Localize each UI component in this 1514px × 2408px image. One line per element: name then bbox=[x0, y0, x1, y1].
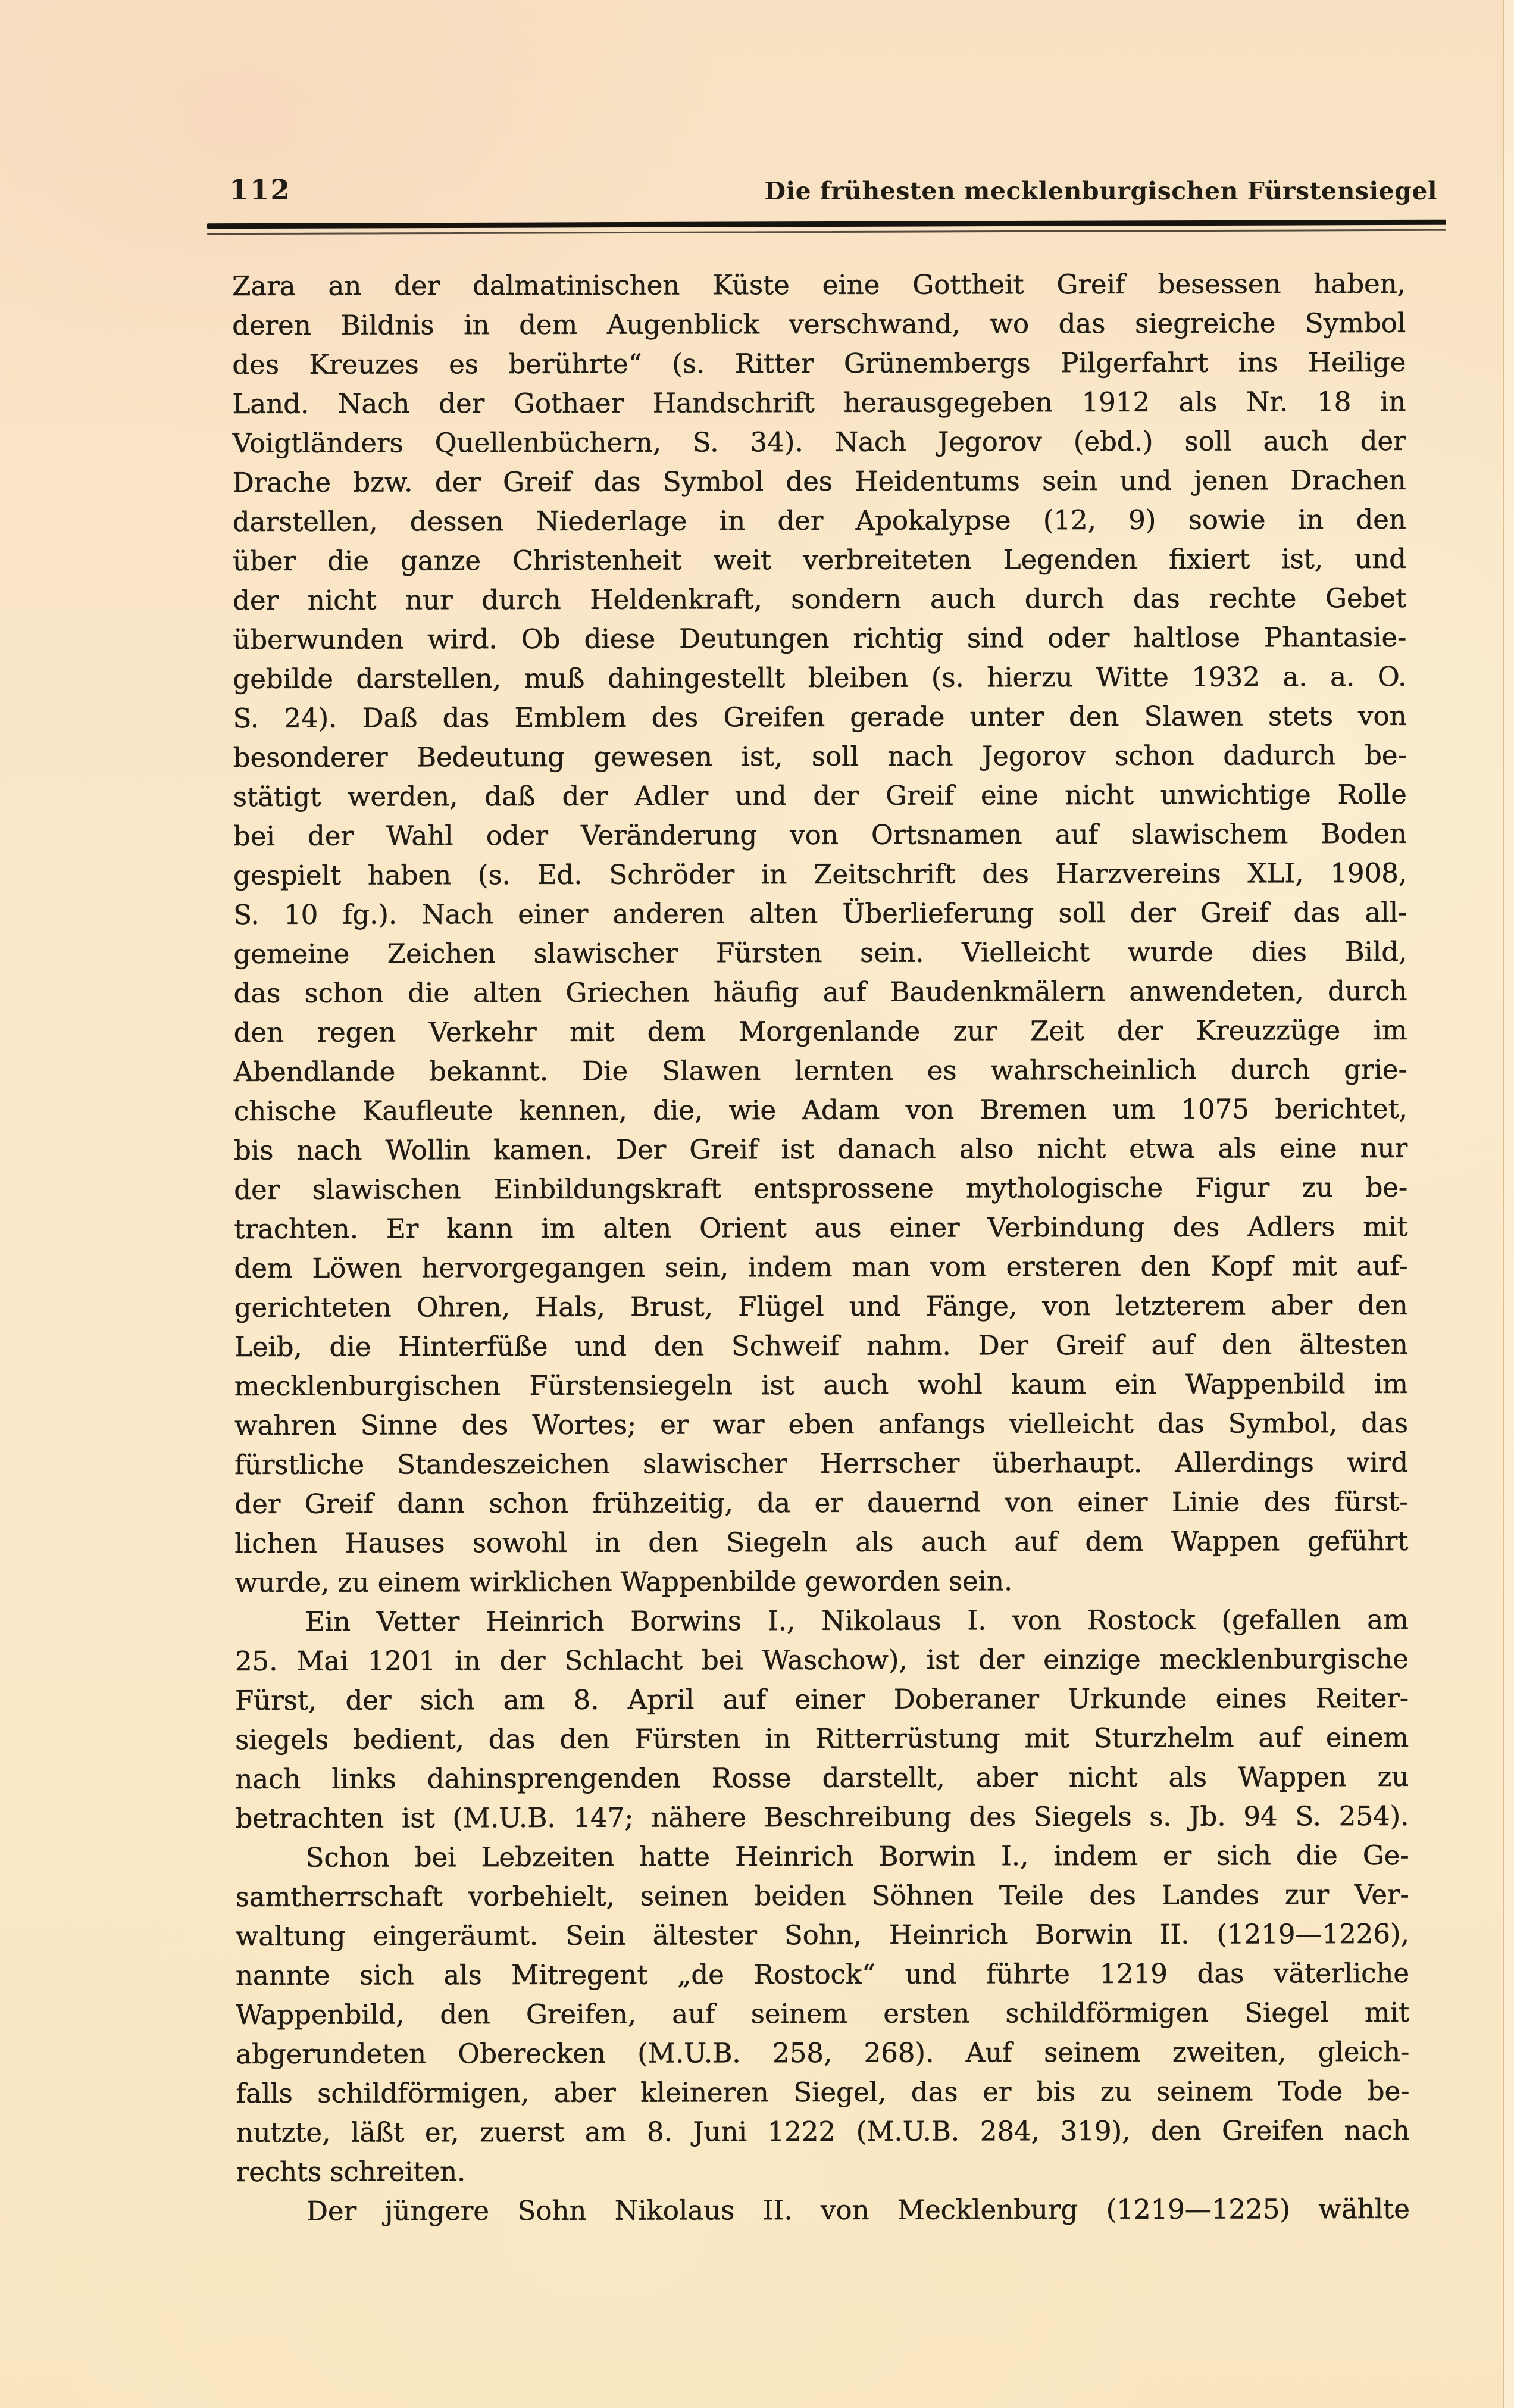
text-line: wurde, zu einem wirklichen Wappenbilde geworden sein. bbox=[234, 1565, 1013, 1598]
text-line: nach links dahinsprengenden Rosse darstellt, aber nicht als Wappen zu bbox=[235, 1760, 1409, 1795]
text-line: darstellen, dessen Niederlage in der Apokalypse (12, 9) sowie in den bbox=[232, 503, 1406, 538]
text-line: mecklenburgischen Fürstensiegeln ist auch wohl kaum ein Wappenbild im bbox=[234, 1367, 1408, 1402]
page-edge-strip bbox=[1504, 0, 1514, 2408]
text-line: Schon bei Lebzeiten hatte Heinrich Borwin I., indem er sich die Ge- bbox=[305, 1839, 1409, 1873]
text-line: abgerundeten Oberecken (M.U.B. 258, 268). Auf seinem zweiten, gleich- bbox=[236, 2035, 1410, 2070]
text-line: der slawischen Einbildungskraft entsprossene mythologische Figur zu be- bbox=[234, 1171, 1408, 1205]
text-block bbox=[232, 264, 1410, 2231]
text-line: Ein Vetter Heinrich Borwins I., Nikolaus I. von Rostock (gefallen am bbox=[305, 1603, 1409, 1638]
text-line: Voigtländers Quellenbüchern, S. 34). Nach Jegorov (ebd.) soll auch der bbox=[232, 424, 1406, 459]
text-line: Fürst, der sich am 8. April auf einer Doberaner Urkunde eines Reiter- bbox=[234, 1682, 1409, 1716]
text-line: gespielt haben (s. Ed. Schröder in Zeitschrift des Harzvereins XLI, 1908, bbox=[233, 857, 1407, 891]
text-line: gebilde darstellen, muß dahingestellt bleiben (s. hierzu Witte 1932 a. a. O. bbox=[233, 660, 1407, 695]
page-number: 112 bbox=[229, 174, 292, 207]
text-line: Wappenbild, den Greifen, auf seinem ersten schildförmigen Siegel mit bbox=[236, 1996, 1410, 2031]
text-line: deren Bildnis in dem Augenblick verschwand, wo das siegreiche Symbol bbox=[232, 307, 1406, 341]
paragraph bbox=[236, 1836, 1410, 2192]
running-title: Die frühesten mecklenburgischen Fürstensiegel bbox=[764, 177, 1437, 205]
paragraph bbox=[236, 2190, 1410, 2231]
header-rule bbox=[207, 220, 1446, 235]
text-line: Land. Nach der Gothaer Handschrift herausgegeben 1912 als Nr. 18 in bbox=[232, 385, 1406, 420]
text-line: den regen Verkehr mit dem Morgenlande zur Zeit der Kreuzzüge im bbox=[233, 1014, 1407, 1048]
text-line: nannte sich als Mitregent „de Rostock“ und führte 1219 das väterliche bbox=[235, 1957, 1410, 1991]
paragraph bbox=[232, 264, 1409, 1603]
text-line: nutzte, läßt er, zuerst am 8. Juni 1222 (M.U.B. 284, 319), den Greifen nach bbox=[236, 2114, 1410, 2148]
text-line: Drache bzw. der Greif das Symbol des Heidentums sein und jenen Drachen bbox=[232, 464, 1406, 498]
text-line: samtherrschaft vorbehielt, seinen beiden Söhnen Teile des Landes zur Ver- bbox=[235, 1878, 1409, 1913]
text-line: der Greif dann schon frühzeitig, da er dauernd von einer Linie des fürst- bbox=[234, 1485, 1409, 1520]
running-head bbox=[229, 174, 1437, 207]
text-line: gemeine Zeichen slawischer Fürsten sein. Vielleicht wurde dies Bild, bbox=[233, 935, 1407, 970]
text-line: bei der Wahl oder Veränderung von Ortsnamen auf slawischem Boden bbox=[233, 817, 1407, 852]
paragraph bbox=[235, 1600, 1409, 1838]
text-line: besonderer Bedeutung gewesen ist, soll nach Jegorov schon dadurch be- bbox=[233, 739, 1407, 773]
text-line: Leib, die Hinterfüße und den Schweif nahm. Der Greif auf den ältesten bbox=[234, 1328, 1408, 1363]
text-line: über die ganze Christenheit weit verbreiteten Legenden fixiert ist, und bbox=[232, 542, 1407, 577]
header-rule-thin bbox=[207, 229, 1446, 235]
text-line: S. 10 fg.). Nach einer anderen alten Überlieferung soll der Greif das all- bbox=[233, 896, 1407, 930]
text-line: überwunden wird. Ob diese Deutungen richtig sind oder haltlose Phantasie- bbox=[233, 621, 1407, 655]
text-line: fürstliche Standeszeichen slawischer Herrscher überhaupt. Allerdings wird bbox=[234, 1446, 1409, 1481]
text-line: rechts schreiten. bbox=[236, 2156, 466, 2188]
text-line: trachten. Er kann im alten Orient aus einer Verbindung des Adlers mit bbox=[234, 1210, 1408, 1245]
text-line: wahren Sinne des Wortes; er war eben anfangs vielleicht das Symbol, das bbox=[234, 1407, 1409, 1441]
text-line: das schon die alten Griechen häufig auf Baudenkmälern anwendeten, durch bbox=[233, 975, 1407, 1009]
text-line: betrachten ist (M.U.B. 147; nähere Beschreibung des Siegels s. Jb. 94 S. 254). bbox=[235, 1800, 1409, 1834]
text-line: 25. Mai 1201 in der Schlacht bei Waschow), ist der einzige mecklenburgische bbox=[234, 1642, 1409, 1677]
text-line: siegels bedient, das den Fürsten in Ritterrüstung mit Sturzhelm auf einem bbox=[235, 1721, 1409, 1756]
text-line: bis nach Wollin kamen. Der Greif ist danach also nicht etwa als eine nur bbox=[234, 1132, 1408, 1166]
text-line: Zara an der dalmatinischen Küste eine Gottheit Greif besessen haben, bbox=[232, 267, 1406, 302]
text-line: falls schildförmigen, aber kleineren Siegel, das er bis zu seinem Tode be- bbox=[236, 2075, 1410, 2109]
text-line: lichen Hauses sowohl in den Siegeln als auch auf dem Wappen geführt bbox=[234, 1525, 1409, 1559]
text-line: chische Kaufleute kennen, die, wie Adam von Bremen um 1075 berichtet, bbox=[233, 1092, 1408, 1127]
text-line: waltung eingeräumt. Sein ältester Sohn, Heinrich Borwin II. (1219—1226), bbox=[235, 1917, 1409, 1952]
text-line: des Kreuzes es berührte“ (s. Ritter Grünembergs Pilgerfahrt ins Heilige bbox=[232, 346, 1406, 380]
text-line: stätigt werden, daß der Adler und der Greif eine nicht unwichtige Rolle bbox=[233, 778, 1407, 813]
text-line: S. 24). Daß das Emblem des Greifen gerade unter den Slawen stets von bbox=[233, 699, 1407, 734]
header-rule-thick bbox=[207, 220, 1446, 229]
text-line: der nicht nur durch Heldenkraft, sondern auch durch das rechte Gebet bbox=[233, 582, 1407, 616]
text-line: dem Löwen hervorgegangen sein, indem man vom ersteren den Kopf mit auf- bbox=[234, 1250, 1408, 1284]
text-line: Abendlande bekannt. Die Slawen lernten es wahrscheinlich durch grie- bbox=[233, 1053, 1407, 1088]
text-line: gerichteten Ohren, Hals, Brust, Flügel und Fänge, von letzterem aber den bbox=[234, 1289, 1408, 1323]
text-line: Der jüngere Sohn Nikolaus II. von Mecklenburg (1219—1225) wählte bbox=[306, 2193, 1410, 2227]
